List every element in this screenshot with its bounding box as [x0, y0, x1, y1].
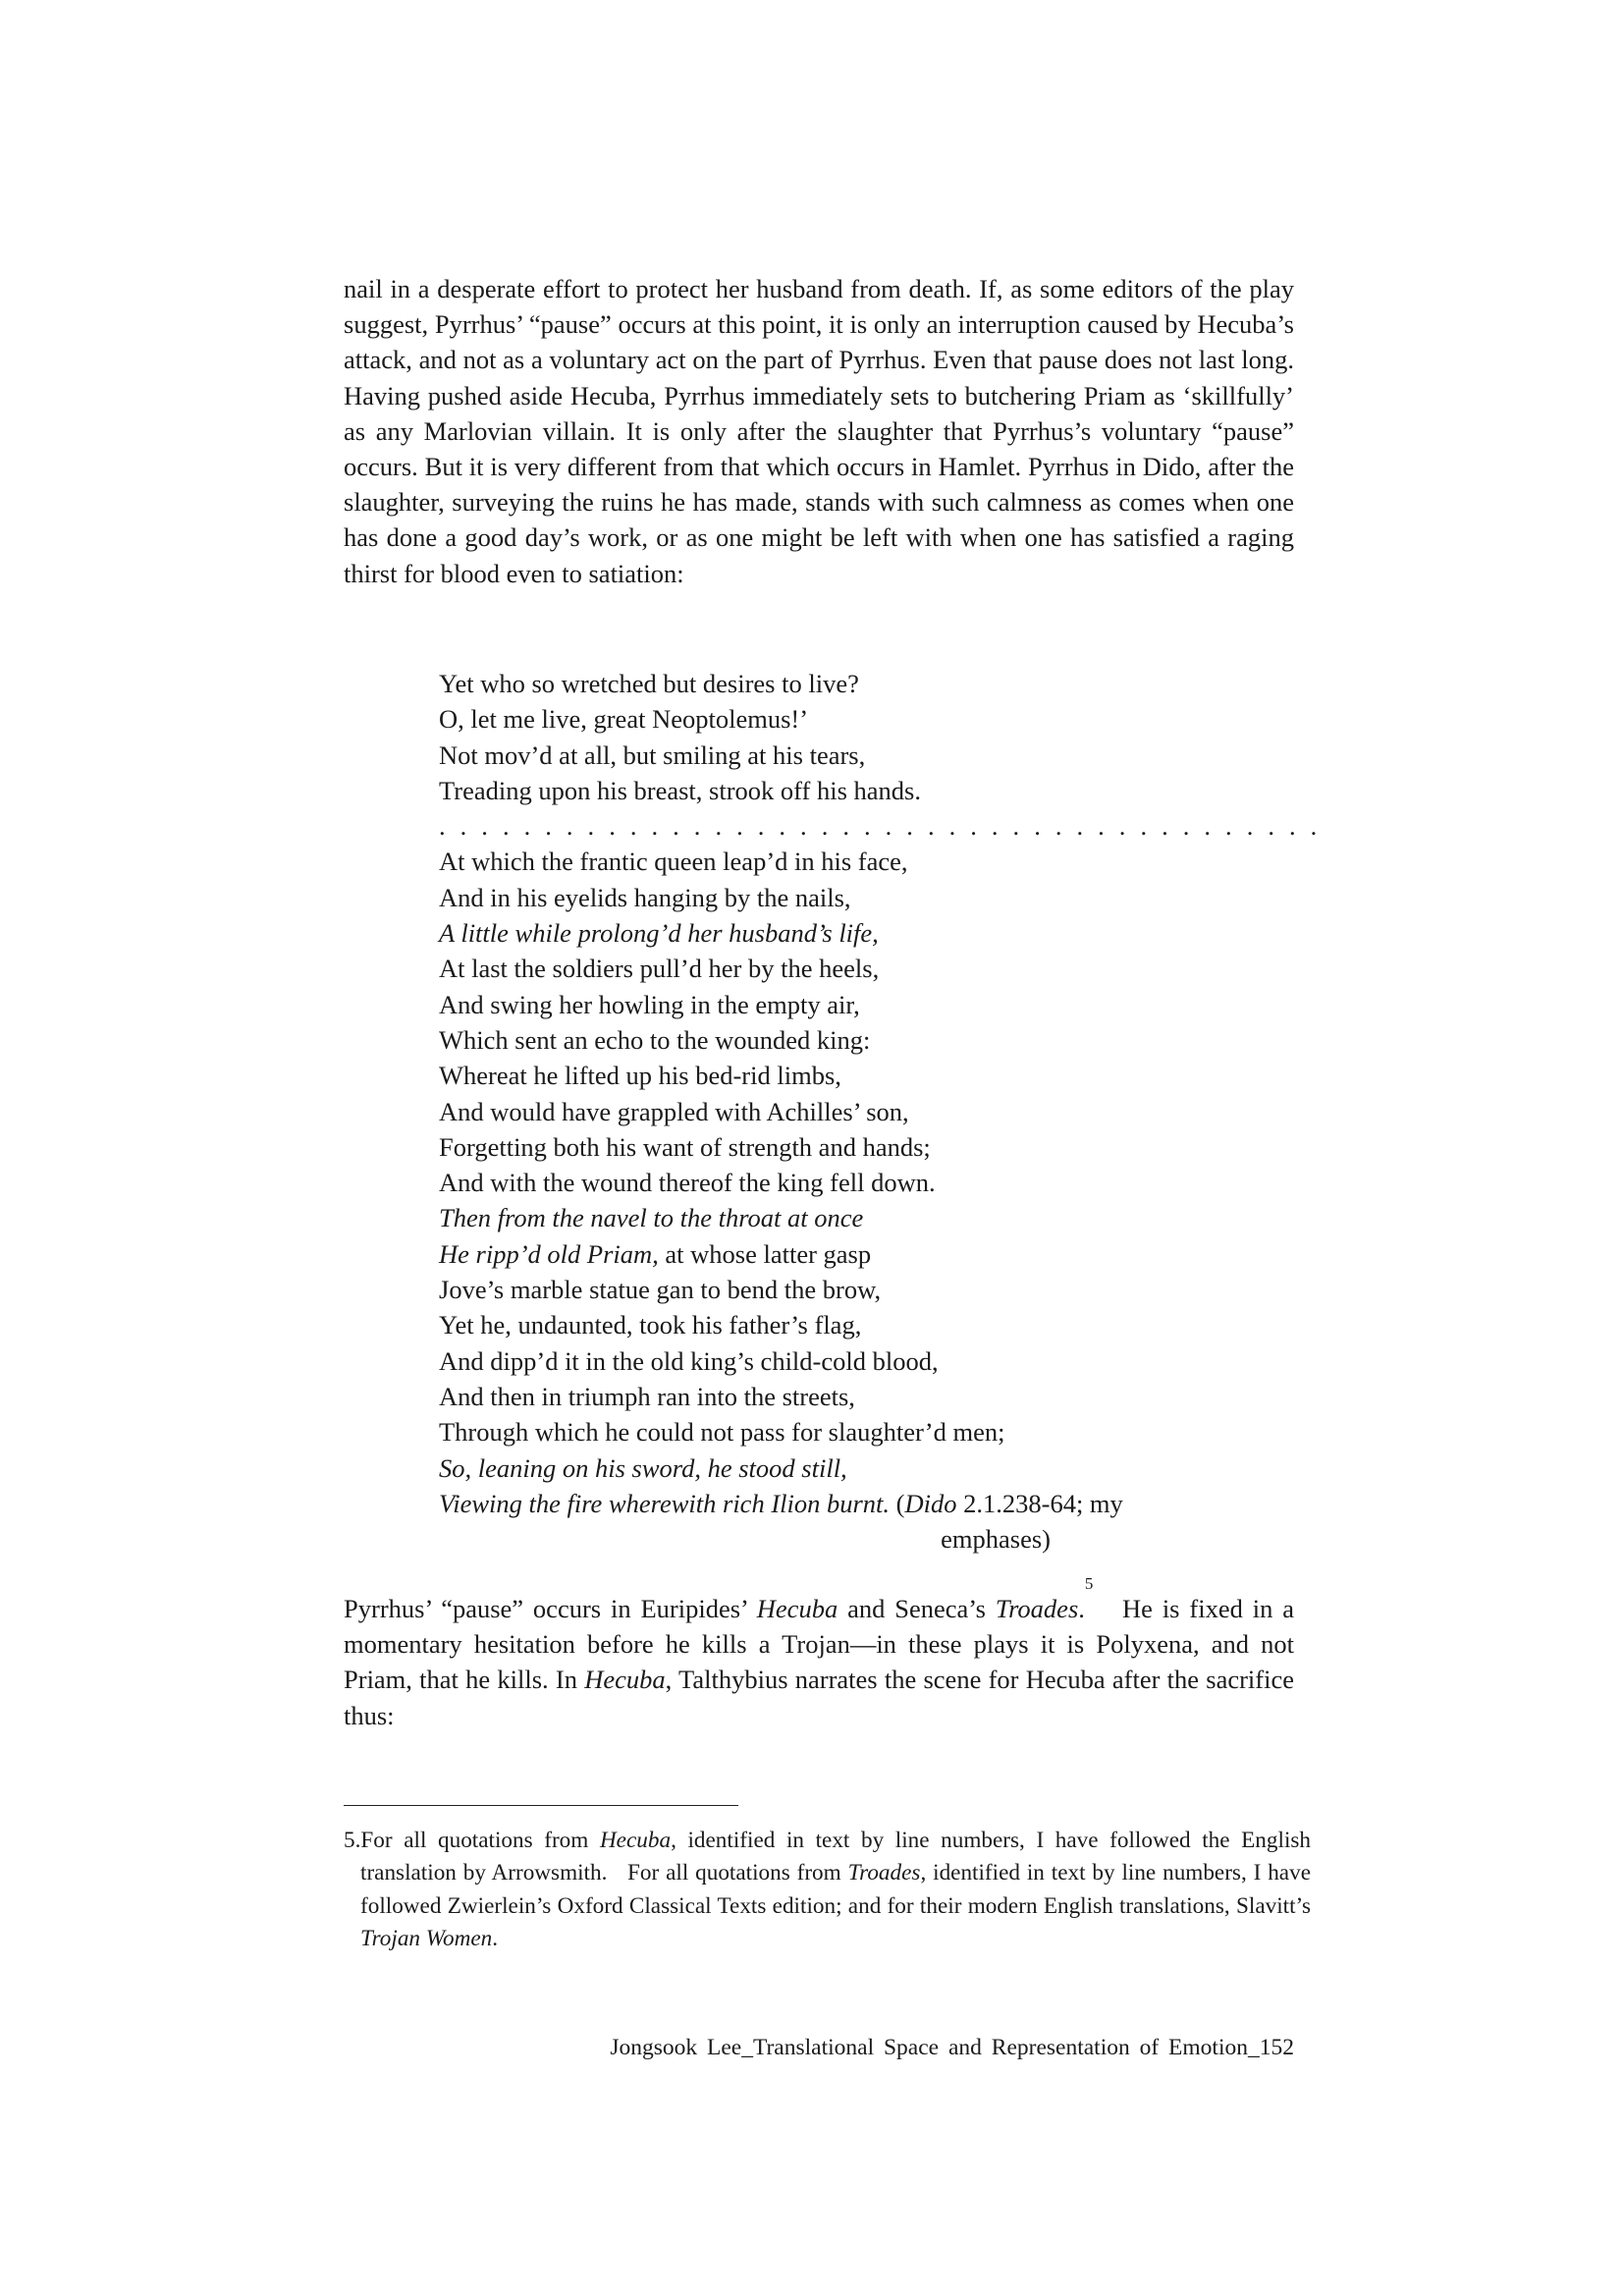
footnote-marker: 5	[1084, 1574, 1094, 1593]
italic-text: He ripp’d old Priam,	[439, 1238, 659, 1269]
verse-line	[439, 1450, 1185, 1486]
verse-line: And swing her howling in the empty air,	[439, 989, 860, 1019]
verse-line-with-citation: Viewing the fire wherewith rich Ilion burnt. (Dido 2.1.238-64; my	[439, 1488, 1123, 1518]
verse-line: Yet he, undaunted, took his father’s flag,	[439, 1310, 862, 1340]
body-paragraph: Pyrrhus’ “pause” occurs in Euripides’ Hecuba and Seneca’s Troades.$^5$ He is fixed in a momentary hesitation before he kills a Trojan—in these plays it is Polyxena, and not Priam, that he kills. In Hecuba, Talthybius narrates the scene for Hecuba after the sacrifice thus:	[344, 1574, 1294, 1730]
verse-line	[439, 915, 1185, 951]
verse-line: Whereat he lifted up his bed-rid limbs,	[439, 1061, 841, 1091]
verse-line: At last the soldiers pull’d her by the heels,	[439, 954, 880, 984]
footnote-5: 5.For all quotations from Hecuba, identified in text by line numbers, I have followed the English translation by Arrowsmith. For all quotations from Troades, identified in text by line numbers, I have followed Zwierlein’s Oxford Classical Texts edition; and for their modern English translations, Slavitt’s Trojan Women.	[344, 1828, 1311, 1951]
running-footer: Jongsook Lee_Translational Space and Representation of Emotion_152	[610, 2035, 1294, 2060]
verse-line: Yet who so wretched but desires to live?	[439, 669, 859, 698]
italic-text: Then from the navel to the throat at once	[439, 1203, 864, 1233]
verse-line: And then in triumph ran into the streets,	[439, 1381, 855, 1411]
italic-text: Trojan Women	[360, 1925, 493, 1951]
verse-line: At which the frantic queen leap’d in his face,	[439, 847, 908, 877]
body-paragraph: nail in a desperate effort to protect her husband from death. If, as some editors of the play suggest, Pyrrhus’ “pause” occurs at this point, it is only an interruption caused by Hecuba’s attack, and not as a voluntary act on the part of Pyrrhus. Even that pause does not last long. Having pushed aside Hecuba, Pyrrhus immediately sets to butchering Priam as ‘skillfully’ as any Marlovian villain. It is only after the slaughter that Pyrrhus’s voluntary “pause” occurs. But it is very different from that which occurs in Hamlet. Pyrrhus in Dido, after the slaughter, surveying the ruins he has made, stands with such calmness as comes when one has done a good day’s work, or as one might be left with when one has satisfied a raging thirst for blood even to satiation:	[344, 274, 1294, 588]
italic-text: Viewing the fire wherewith rich Ilion burnt.	[439, 1488, 891, 1518]
italic-text: Hecuba	[599, 1828, 672, 1853]
verse-line: And in his eyelids hanging by the nails,	[439, 882, 851, 912]
block-quotation-verse	[439, 666, 1322, 1557]
verse-line: And dipp’d it in the old king’s child-cold blood,	[439, 1345, 939, 1376]
italic-text: Troades	[847, 1860, 921, 1886]
italic-text: So, leaning on his sword, he stood still,	[439, 1452, 847, 1483]
verse-line: Not mov’d at all, but smiling at his tears,	[439, 739, 866, 770]
italic-text: Troades	[995, 1594, 1079, 1623]
verse-line: Jove’s marble statue gan to bend the brow,	[439, 1275, 882, 1305]
italic-text: Dido	[904, 1488, 957, 1518]
verse-line: And with the wound thereof the king fell down.	[439, 1168, 936, 1198]
italic-text: Hecuba	[584, 1665, 666, 1695]
verse-line: Treading upon his breast, strook off his hands.	[439, 775, 921, 805]
citation-continuation: emphases)	[941, 1524, 1051, 1555]
verse-line	[439, 1200, 1185, 1235]
verse-line: O, let me live, great Neoptolemus!’	[439, 704, 809, 735]
footnote-separator-rule	[344, 1805, 738, 1806]
verse-ellipsis-line: . . . . . . . . . . . . . . . . . . . . . . . . . . . . . . . . . . . . . . . . . .	[439, 811, 1322, 842]
verse-line: Through which he could not pass for slaughter’d men;	[439, 1417, 1005, 1448]
italic-text: A little while prolong’d her husband’s life,	[439, 918, 879, 949]
verse-line: He ripp’d old Priam, at whose latter gasp	[439, 1238, 872, 1269]
verse-line: And would have grappled with Achilles’ son,	[439, 1096, 909, 1126]
verse-line: Which sent an echo to the wounded king:	[439, 1024, 871, 1055]
verse-line: Forgetting both his want of strength and hands;	[439, 1131, 931, 1162]
italic-text: Hecuba	[756, 1594, 838, 1623]
